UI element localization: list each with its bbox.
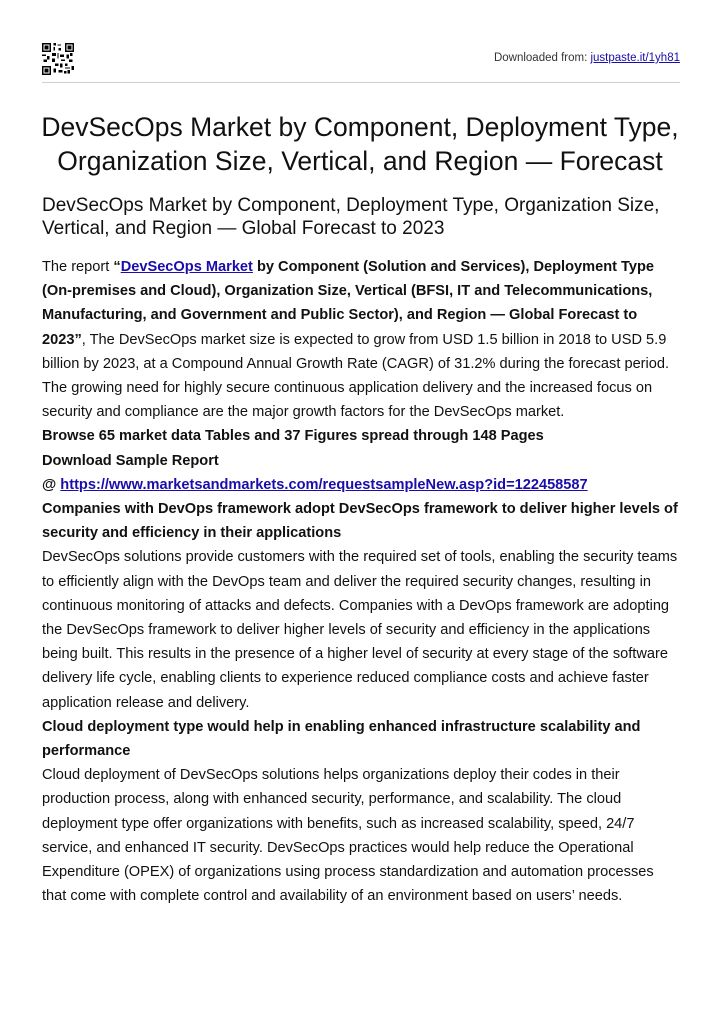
intro-quote-open: “ — [113, 259, 121, 275]
qr-code-icon — [42, 43, 74, 75]
section-1-body: DevSecOps solutions provide customers with the required set of tools, enabling the security teams to efficiently align with the DevOps team and deliver the required security changes, resulting in continuous monitoring of attacks and defects. Companies with a DevOps framework are adopting the DevSecOps framework to deliver higher levels of security and efficiency in the applications being built. This results in the presence of a higher level of security at every stage of the software delivery life cycle, enabling clients to experience reduced compliance costs and achieve faster application release and delivery. — [42, 549, 678, 711]
page-title: DevSecOps Market by Component, Deployment Type, Organization Size, Vertical, and Region — Forecast — [41, 112, 679, 176]
intro-paragraph — [42, 255, 682, 424]
section-2-heading-text: Cloud deployment type would help in enabling enhanced infrastructure scalability and performance — [42, 718, 641, 760]
download-source-link[interactable]: justpaste.it/1yh81 — [590, 52, 680, 64]
section-1-heading-text: Companies with DevOps framework adopt DevSecOps framework to deliver higher levels of security and efficiency in their applications — [42, 501, 678, 542]
download-url-line — [42, 473, 682, 497]
download-sample-link[interactable]: https://www.marketsandmarkets.com/requestsampleNew.asp?id=122458587 — [60, 476, 588, 493]
page-subtitle: DevSecOps Market by Component, Deployment Type, Organization Size, Vertical, and Region — Global Forecast to 2023 — [42, 195, 660, 239]
article-body — [42, 255, 682, 908]
report-link[interactable]: DevSecOps Market — [120, 259, 253, 275]
browse-text: Browse 65 market data Tables and 37 Figures spread through 148 Pages — [42, 428, 544, 445]
intro-prefix: The report — [42, 259, 114, 275]
section-2-body: Cloud deployment of DevSecOps solutions helps organizations deploy their codes in their production process, along with enhanced security, performance, and scalability. The cloud deployment type offer organizations with benefits, such as increased scalability, speed, 24/7 service, and enhanced IT security. DevSecOps practices would help reduce the Operational Expenditure (OPEX) of organizations using process standardization and automation processes that come with complete control and availability of an environment based on users’ needs. — [42, 767, 654, 905]
download-sample-label: Download Sample Report — [42, 452, 219, 469]
download-source-label: Downloaded from: — [493, 52, 591, 64]
download-label-line — [42, 449, 682, 473]
section-2-heading — [42, 715, 682, 763]
download-source — [494, 52, 680, 64]
download-at: @ — [42, 476, 61, 493]
intro-report-title: by Component (Solution and Services), Deployment Type (On-premises and Cloud), Organization Size, Vertical (BFSI, IT and Telecommunications, Manufacturing, and Government and Public Sector), and Region — Global Forecast to 2023” — [42, 259, 655, 348]
intro-text: , The DevSecOps market size is expected to grow from USD 1.5 billion in 2018 to USD 5.9 billion by 2023, at a Compound Annual Growth Rate (CAGR) of 31.2% during the forecast period. The growing need for highly secure continuous application delivery and the increased focus on security and compliance are the major growth factors for the DevSecOps market. — [42, 331, 670, 421]
header-divider — [42, 82, 680, 83]
section-1-heading — [42, 497, 682, 545]
browse-line — [42, 424, 682, 448]
